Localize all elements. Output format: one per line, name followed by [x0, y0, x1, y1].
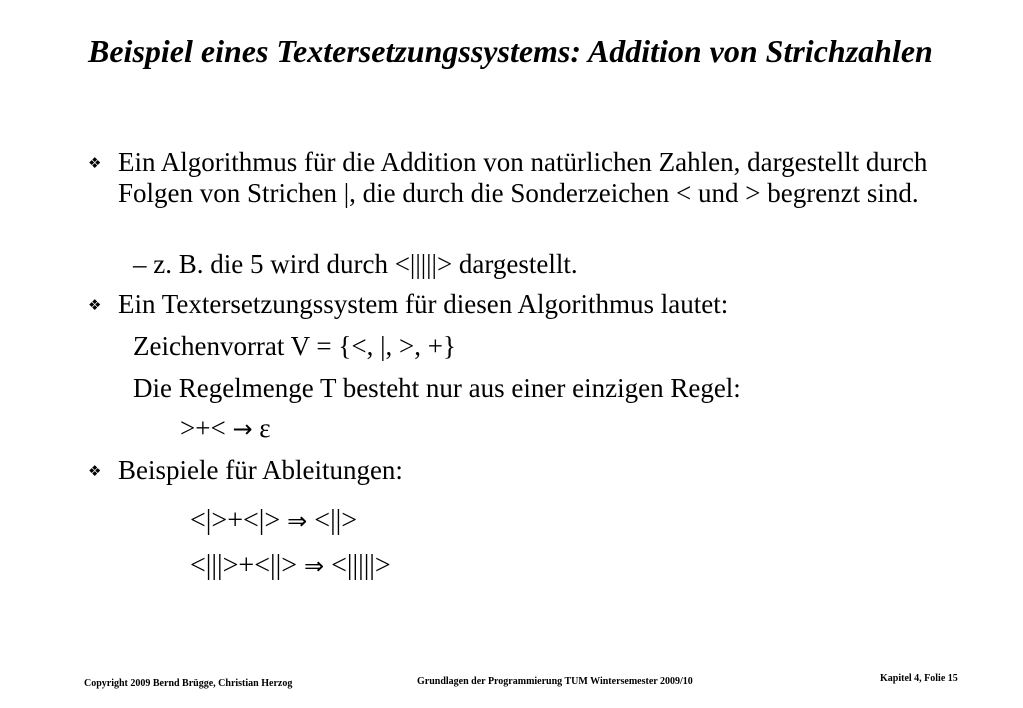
bullet-derivations — [88, 455, 968, 487]
derivation-rhs: <|||||> — [331, 550, 391, 581]
bullet-system-text: Ein Textersetzungssystem für diesen Algorithmus lautet: — [118, 289, 729, 319]
derivation-lhs: <|>+<|> — [190, 505, 281, 536]
rules-line: Die Regelmenge T besteht nur aus einer einzigen Regel: — [133, 373, 741, 403]
footer-slide-number: Kapitel 4, Folie 15 — [880, 673, 958, 684]
rule-lhs: >+< — [180, 413, 226, 443]
footer-course: Grundlagen der Programmierung TUM Wintersemester 2009/10 — [417, 676, 693, 687]
rule-line — [180, 413, 271, 445]
alphabet-line: Zeichenvorrat V = {<, |, >, +} — [133, 331, 456, 361]
bullet-derivations-text: Beispiele für Ableitungen: — [118, 455, 403, 485]
diamond-bullet-icon: ❖ — [88, 296, 102, 314]
double-right-arrow-icon: ⇒ — [287, 507, 308, 535]
example-five: – z. B. die 5 wird durch <|||||> dargestellt. — [133, 249, 578, 279]
slide-title: Beispiel eines Textersetzungssystems: Addition von Strichzahlen — [88, 33, 933, 69]
derivation-rhs: <||> — [314, 505, 358, 536]
right-arrow-icon: → — [232, 415, 253, 443]
bullet-algorithm-text: Ein Algorithmus für die Addition von natürlichen Zahlen, dargestellt durch Folgen von Strichen |, die durch die Sonderzeichen < und > begrenzt sind. — [118, 147, 928, 208]
footer-copyright: Copyright 2009 Bernd Brügge, Christian Herzog — [84, 678, 293, 689]
derivation-row — [190, 505, 357, 537]
derivation-row — [190, 550, 391, 582]
bullet-algorithm — [88, 147, 968, 209]
diamond-bullet-icon: ❖ — [88, 462, 102, 480]
derivation-lhs: <|||>+<||> — [190, 550, 297, 581]
rule-rhs: ε — [259, 413, 271, 443]
double-right-arrow-icon: ⇒ — [303, 552, 325, 580]
diamond-bullet-icon: ❖ — [88, 154, 102, 172]
bullet-system — [88, 289, 968, 321]
